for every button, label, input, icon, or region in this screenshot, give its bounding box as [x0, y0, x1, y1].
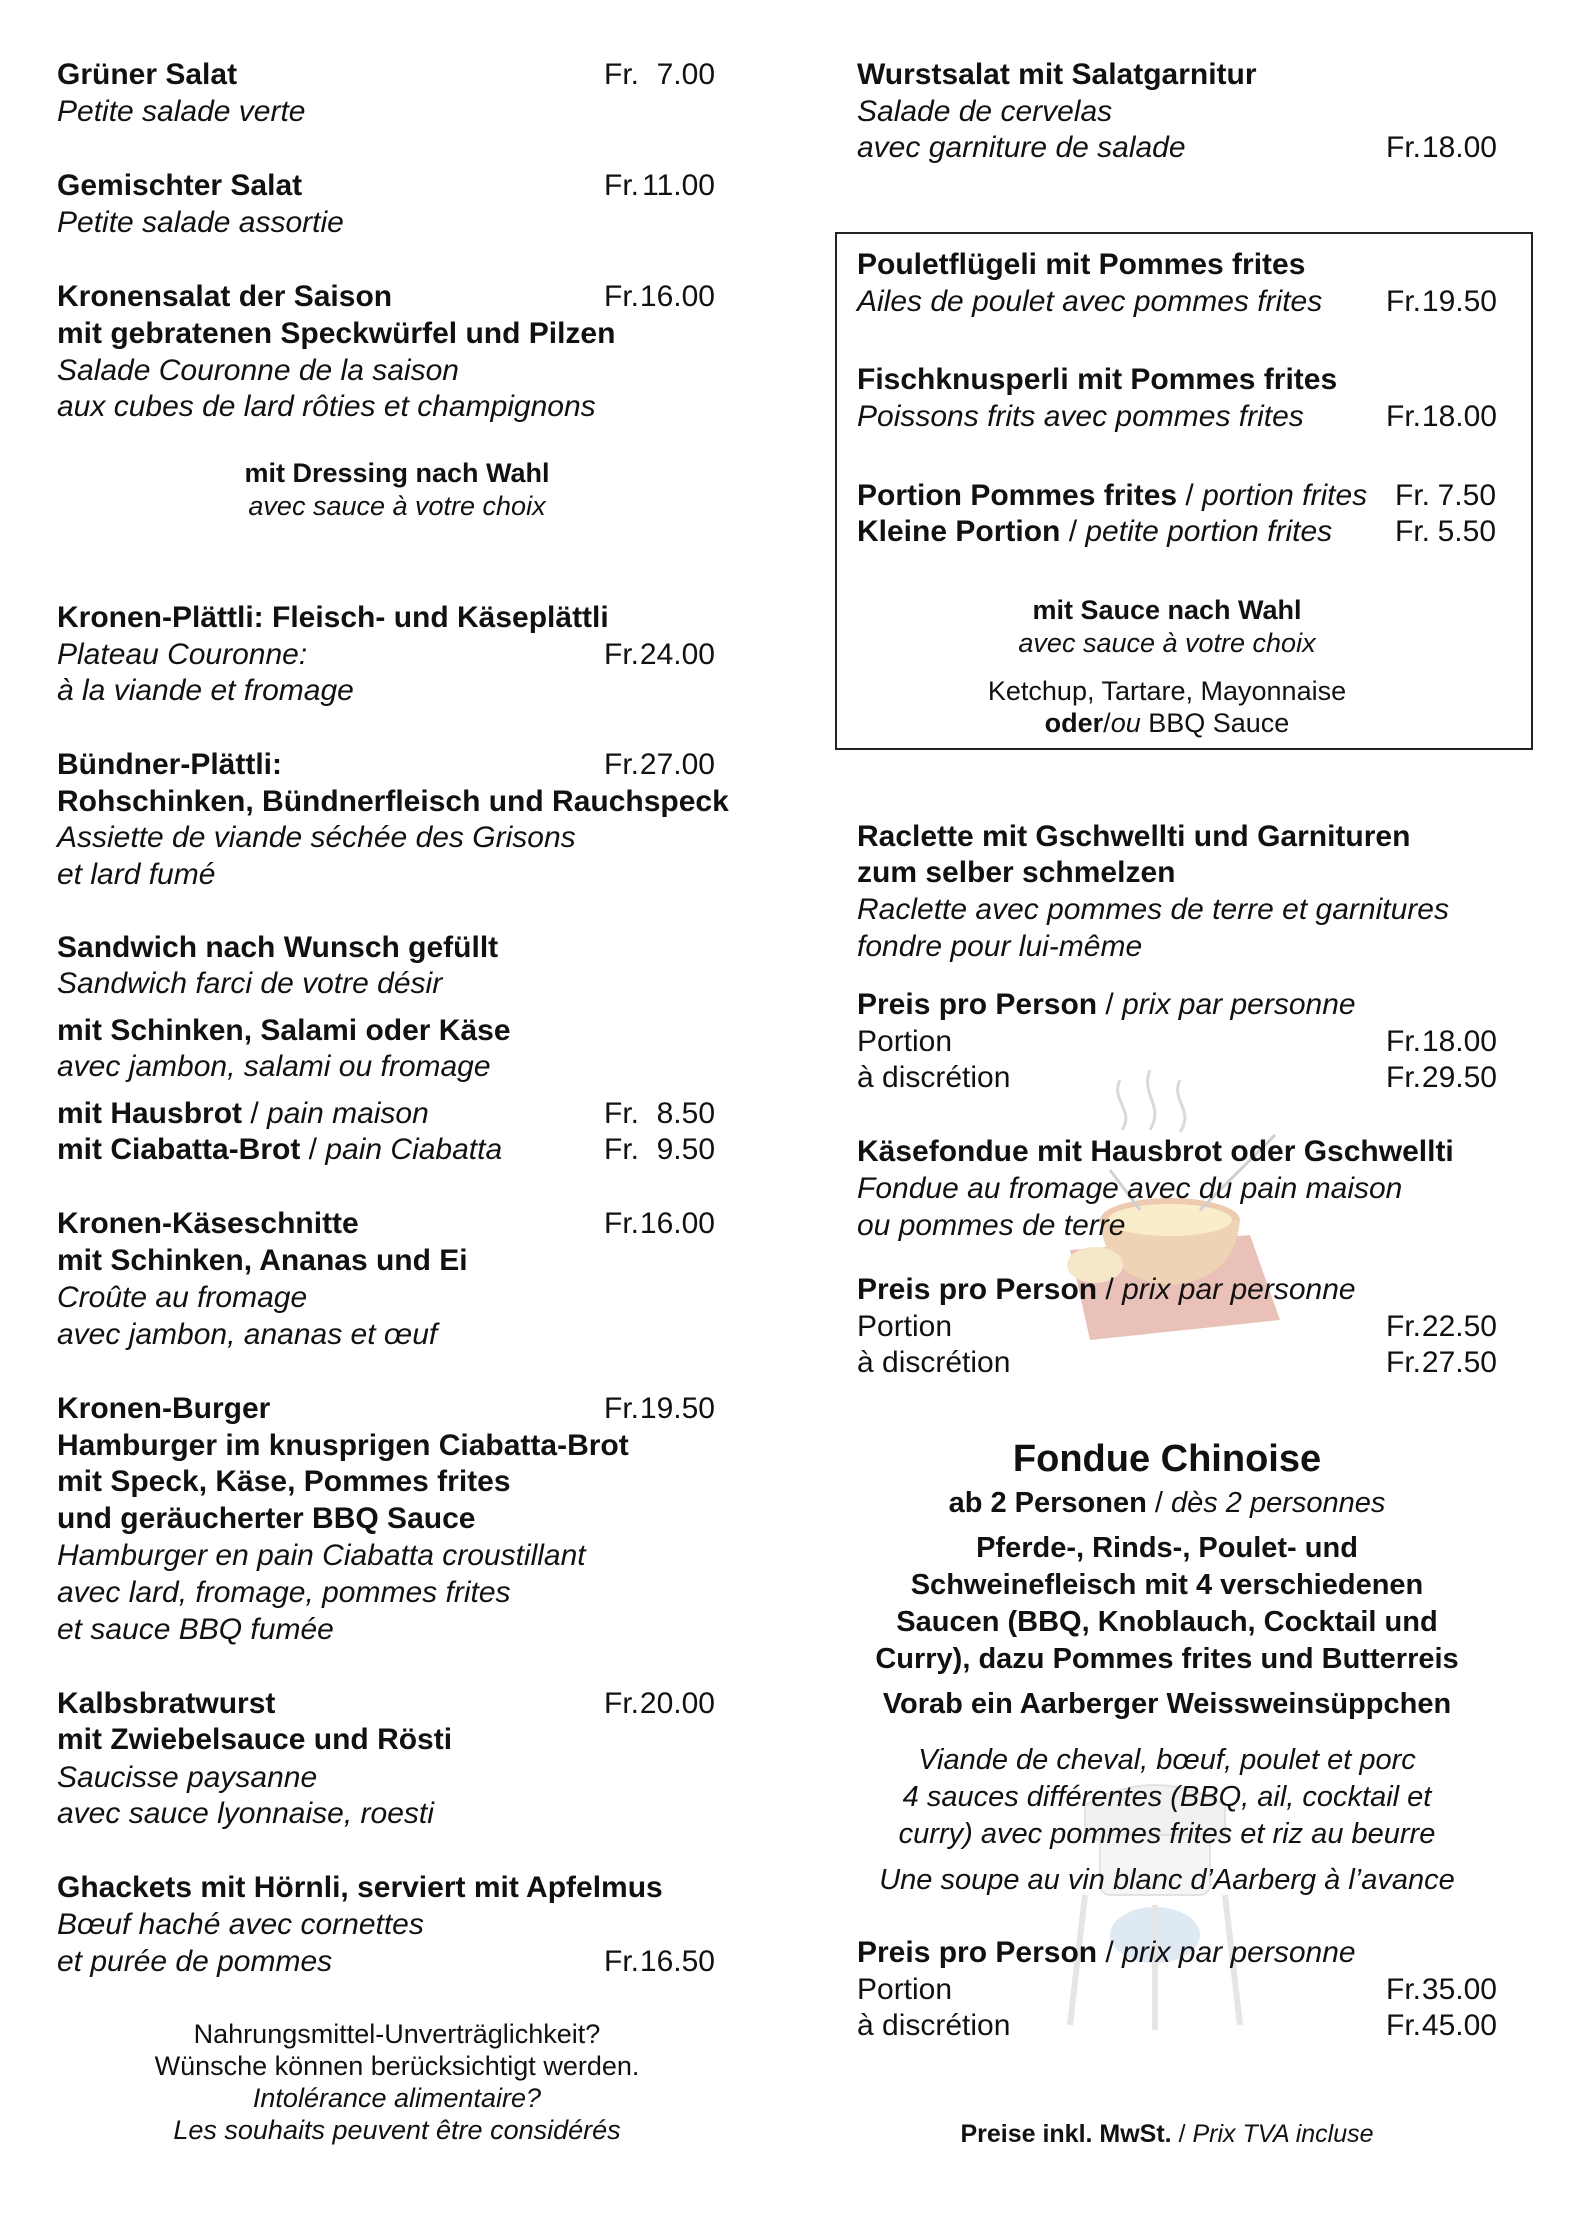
item-title: zum selber schmelzen	[857, 856, 1176, 889]
item-title: Fischknusperli mit Pommes frites	[857, 363, 1338, 396]
item-translation: ou pommes de terre	[857, 1209, 1126, 1242]
allergy-note: Nahrungsmittel-Unverträglichkeit?	[193, 2019, 601, 2049]
portion-fries	[857, 478, 1367, 514]
price-value: 18.00	[1421, 131, 1497, 164]
item-price	[604, 1391, 715, 1427]
price-value: 11.00	[642, 169, 715, 202]
bread-de: mit Ciabatta-Brot	[57, 1133, 301, 1166]
item-translation: Sandwich farci de votre désir	[57, 967, 443, 1000]
item-subtitle: mit Schinken, Salami oder Käse	[57, 1014, 511, 1047]
currency: Fr.	[1386, 1973, 1421, 2006]
item-price	[604, 747, 715, 783]
price-value: 7.00	[656, 58, 715, 91]
currency: Fr.	[604, 58, 639, 91]
item-translation: avec jambon, ananas et œuf	[57, 1318, 438, 1351]
chinoise-desc-fr: 4 sauces différentes (BBQ, ail, cocktail et	[902, 1781, 1432, 1813]
portion-label: Portion	[857, 1025, 953, 1058]
price-label-fr: prix par personne	[1122, 988, 1356, 1021]
bread-option-ciabatta	[57, 1132, 502, 1168]
chinoise-desc-de: Saucen (BBQ, Knoblauch, Cocktail und	[896, 1606, 1438, 1638]
currency: Fr.	[1395, 479, 1430, 512]
item-title: Bündner-Plättli:	[57, 748, 282, 781]
vat-fr: Prix TVA incluse	[1192, 2120, 1374, 2148]
bread-fr: pain maison	[267, 1097, 429, 1130]
allergy-note-fr: Les souhaits peuvent être considérés	[173, 2115, 621, 2145]
item-translation: Ailes de poulet avec pommes frites	[857, 285, 1323, 318]
currency: Fr.	[1386, 1061, 1421, 1094]
currency: Fr.	[604, 1687, 639, 1720]
item-translation: Petite salade assortie	[57, 206, 344, 239]
price-value: 7.50	[1437, 479, 1496, 512]
fondue-chinoise-title: Fondue Chinoise	[1012, 1438, 1322, 1480]
item-price	[1386, 1345, 1497, 1381]
portion-fr: portion frites	[1202, 479, 1368, 512]
currency: Fr.	[604, 1133, 639, 1166]
item-translation: avec lard, fromage, pommes frites	[57, 1576, 511, 1609]
item-title: Pouletflügeli mit Pommes frites	[857, 248, 1306, 281]
portion-label: Portion	[857, 1973, 953, 2006]
item-price	[604, 1686, 715, 1722]
item-translation: et lard fumé	[57, 858, 216, 891]
item-price	[1386, 2008, 1497, 2044]
item-translation: Saucisse paysanne	[57, 1761, 318, 1794]
currency: Fr.	[604, 748, 639, 781]
item-translation: Salade de cervelas	[857, 95, 1113, 128]
price-value: 19.50	[639, 1392, 715, 1425]
chinoise-soup-fr: Une soupe au vin blanc d’Aarberg à l’avance	[879, 1864, 1455, 1896]
sauce-note-fr: avec sauce à votre choix	[1018, 628, 1316, 658]
item-price	[1395, 514, 1496, 550]
vat-de: Preise inkl. MwSt.	[960, 2120, 1172, 2148]
item-translation: Petite salade verte	[57, 95, 306, 128]
item-title: Kronen-Käseschnitte	[57, 1207, 359, 1240]
item-price	[604, 1944, 715, 1980]
item-price	[1395, 478, 1496, 514]
item-price	[1386, 1972, 1497, 2008]
price-value: 9.50	[656, 1133, 715, 1166]
item-price	[1386, 399, 1497, 435]
item-translation: Plateau Couronne:	[57, 638, 308, 671]
sauce-bbq-option	[837, 707, 1497, 739]
separator: /	[1097, 988, 1123, 1021]
item-translation: Bœuf haché avec cornettes	[57, 1908, 424, 1941]
chinoise-desc-de: Pferde-, Rinds-, Poulet- und	[976, 1532, 1358, 1564]
item-price	[604, 637, 715, 673]
item-title: Käsefondue mit Hausbrot oder Gschwellti	[857, 1135, 1454, 1168]
oder-label: oder	[1044, 708, 1104, 738]
fondue-chinoise-min-persons	[837, 1485, 1497, 1521]
price-label-de: Preis pro Person	[857, 1273, 1098, 1306]
item-subtitle: mit gebratenen Speckwürfel und Pilzen	[57, 317, 616, 350]
discretion-label: à discrétion	[857, 2009, 1011, 2042]
item-translation: fondre pour lui-même	[857, 930, 1143, 963]
item-translation: avec sauce lyonnaise, roesti	[57, 1797, 434, 1830]
currency: Fr.	[1386, 131, 1421, 164]
currency: Fr.	[604, 169, 639, 202]
item-subtitle: Rohschinken, Bündnerfleisch und Rauchspeck	[57, 785, 729, 818]
bread-fr: pain Ciabatta	[325, 1133, 503, 1166]
separator: /	[1103, 708, 1111, 738]
item-title: Grüner Salat	[57, 58, 238, 91]
min-persons-de: ab 2 Personen	[948, 1487, 1147, 1519]
currency: Fr.	[604, 280, 639, 313]
price-value: 20.00	[639, 1687, 715, 1720]
currency: Fr.	[1386, 1346, 1421, 1379]
separator: /	[1097, 1273, 1123, 1306]
item-subtitle: mit Schinken, Ananas und Ei	[57, 1244, 468, 1277]
currency: Fr.	[604, 1097, 639, 1130]
separator: /	[1097, 1936, 1123, 1969]
item-title: Kronensalat der Saison	[57, 280, 393, 313]
price-value: 24.00	[639, 638, 715, 671]
portion-de: Kleine Portion	[857, 515, 1061, 548]
currency: Fr.	[1386, 285, 1421, 318]
chinoise-soup-de: Vorab ein Aarberger Weissweinsüppchen	[882, 1688, 1452, 1720]
item-title: Raclette mit Gschwellti und Garnituren	[857, 820, 1411, 853]
item-title: Gemischter Salat	[57, 169, 303, 202]
price-label-fr: prix par personne	[1122, 1273, 1356, 1306]
price-per-person	[857, 1935, 1356, 1971]
item-price	[604, 1206, 715, 1242]
item-price	[604, 57, 715, 93]
item-translation: Hamburger en pain Ciabatta croustillant	[57, 1539, 586, 1572]
sauce-list: Ketchup, Tartare, Mayonnaise	[987, 676, 1347, 706]
item-title: Kalbsbratwurst	[57, 1687, 276, 1720]
price-label-fr: prix par personne	[1122, 1936, 1356, 1969]
separator: /	[1146, 1487, 1171, 1519]
chinoise-desc-fr: Viande de cheval, bœuf, poulet et porc	[918, 1744, 1416, 1776]
price-value: 8.50	[656, 1097, 715, 1130]
dressing-note-fr: avec sauce à votre choix	[248, 491, 546, 521]
currency: Fr.	[1386, 2009, 1421, 2042]
portion-fr: petite portion frites	[1085, 515, 1333, 548]
item-translation: Salade Couronne de la saison	[57, 354, 459, 387]
item-price	[1386, 284, 1497, 320]
item-translation: à la viande et fromage	[57, 674, 354, 707]
bread-option-hausbrot	[57, 1096, 429, 1132]
item-title: Wurstsalat mit Salatgarnitur	[857, 58, 1257, 91]
item-translation: Poissons frits avec pommes frites	[857, 400, 1304, 433]
currency: Fr.	[1395, 515, 1430, 548]
currency: Fr.	[1386, 400, 1421, 433]
small-portion-fries	[857, 514, 1332, 550]
item-translation: et sauce BBQ fumée	[57, 1613, 334, 1646]
currency: Fr.	[604, 1392, 639, 1425]
bread-de: mit Hausbrot	[57, 1097, 243, 1130]
discretion-label: à discrétion	[857, 1346, 1011, 1379]
item-price	[1386, 1309, 1497, 1345]
separator: /	[300, 1133, 326, 1166]
currency: Fr.	[604, 638, 639, 671]
item-subtitle: mit Speck, Käse, Pommes frites	[57, 1465, 511, 1498]
price-value: 22.50	[1421, 1310, 1497, 1343]
item-translation: Raclette avec pommes de terre et garnitures	[857, 893, 1449, 926]
item-translation: et purée de pommes	[57, 1945, 333, 1978]
item-translation: aux cubes de lard rôties et champignons	[57, 390, 596, 423]
item-subtitle: mit Zwiebelsauce und Rösti	[57, 1723, 453, 1756]
chinoise-desc-de: Schweinefleisch mit 4 verschiedenen	[910, 1569, 1424, 1601]
price-value: 5.50	[1437, 515, 1496, 548]
currency: Fr.	[1386, 1310, 1421, 1343]
chinoise-desc-fr: curry) avec pommes frites et riz au beurre	[898, 1818, 1436, 1850]
ou-label: ou	[1110, 708, 1141, 738]
item-title: Kronen-Plättli: Fleisch- und Käseplättli	[57, 601, 609, 634]
allergy-note-fr: Intolérance alimentaire?	[252, 2083, 542, 2113]
item-translation: avec garniture de salade	[857, 131, 1186, 164]
price-label-de: Preis pro Person	[857, 988, 1098, 1021]
price-value: 27.00	[639, 748, 715, 781]
price-value: 16.50	[639, 1945, 715, 1978]
sauce-note: mit Sauce nach Wahl	[1032, 595, 1302, 625]
min-persons-fr: dès 2 personnes	[1170, 1487, 1386, 1519]
price-value: 18.00	[1421, 400, 1497, 433]
item-translation: Fondue au fromage avec du pain maison	[857, 1172, 1403, 1205]
discretion-label: à discrétion	[857, 1061, 1011, 1094]
item-title: Kronen-Burger	[57, 1392, 271, 1425]
price-value: 16.00	[639, 280, 715, 313]
separator: /	[1060, 515, 1086, 548]
allergy-note: Wünsche können berücksichtigt werden.	[154, 2051, 640, 2081]
currency: Fr.	[1386, 1025, 1421, 1058]
currency: Fr.	[604, 1207, 639, 1240]
price-label-de: Preis pro Person	[857, 1936, 1098, 1969]
price-value: 27.50	[1421, 1346, 1497, 1379]
item-subtitle: und geräucherter BBQ Sauce	[57, 1502, 476, 1535]
item-price	[604, 168, 715, 204]
price-value: 18.00	[1421, 1025, 1497, 1058]
item-price	[604, 1096, 715, 1132]
item-translation: Croûte au fromage	[57, 1281, 308, 1314]
item-translation: avec jambon, salami ou fromage	[57, 1050, 491, 1083]
item-price	[1386, 130, 1497, 166]
item-price	[604, 279, 715, 315]
separator: /	[242, 1097, 268, 1130]
price-value: 45.00	[1421, 2009, 1497, 2042]
item-price	[1386, 1060, 1497, 1096]
item-title: Sandwich nach Wunsch gefüllt	[57, 931, 499, 964]
vat-note	[837, 2118, 1497, 2150]
portion-label: Portion	[857, 1310, 953, 1343]
item-title: Ghackets mit Hörnli, serviert mit Apfelmus	[57, 1871, 663, 1904]
price-value: 19.50	[1421, 285, 1497, 318]
currency: Fr.	[604, 1945, 639, 1978]
chinoise-desc-de: Curry), dazu Pommes frites und Butterreis	[875, 1643, 1459, 1675]
item-price	[604, 1132, 715, 1168]
price-value: 29.50	[1421, 1061, 1497, 1094]
item-subtitle: Hamburger im knusprigen Ciabatta-Brot	[57, 1429, 629, 1462]
separator: /	[1171, 2120, 1193, 2148]
portion-de: Portion Pommes frites	[857, 479, 1178, 512]
price-per-person	[857, 987, 1356, 1023]
bbq-sauce: BBQ Sauce	[1140, 708, 1290, 738]
dressing-note: mit Dressing nach Wahl	[244, 458, 550, 488]
price-value: 16.00	[639, 1207, 715, 1240]
separator: /	[1177, 479, 1203, 512]
item-translation: Assiette de viande séchée des Grisons	[57, 821, 576, 854]
price-per-person	[857, 1272, 1356, 1308]
item-price	[1386, 1024, 1497, 1060]
price-value: 35.00	[1421, 1973, 1497, 2006]
